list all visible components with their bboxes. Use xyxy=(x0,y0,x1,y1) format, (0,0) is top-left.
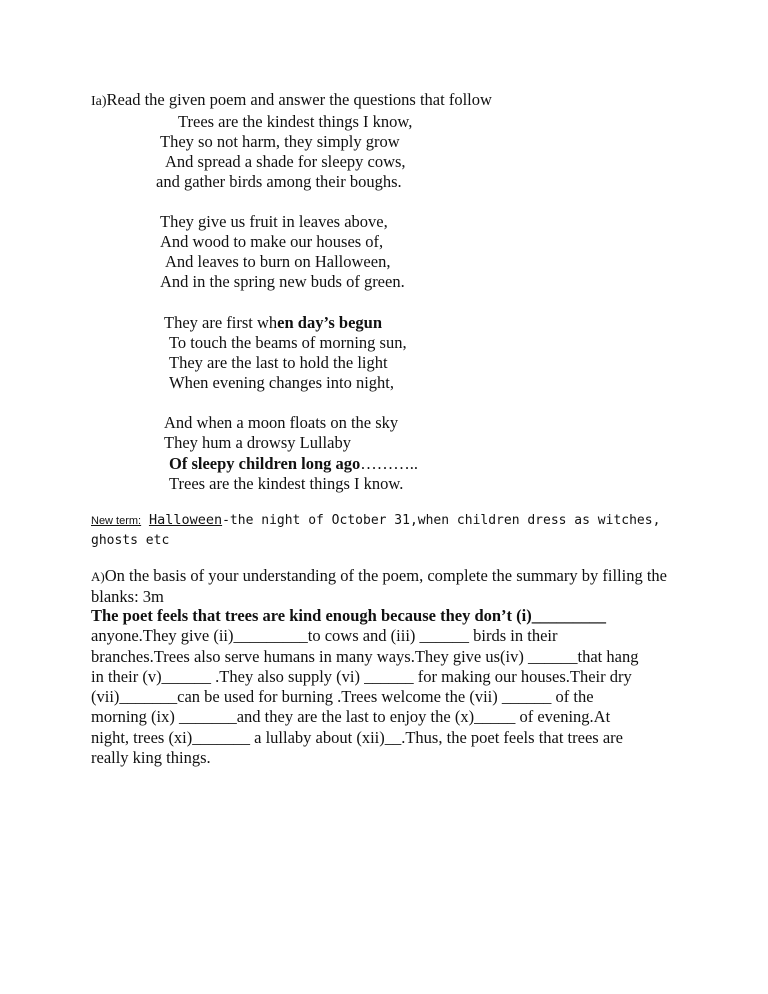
question-text: On the basis of your understanding of the poem, complete the summary by filling the blanks: 3m xyxy=(91,566,667,607)
poem-line-bold-end: en day’s begun xyxy=(277,313,383,332)
poem-line: And spread a shade for sleepy cows, xyxy=(165,152,406,171)
new-term-word: Halloween xyxy=(148,512,223,528)
new-term-label: New term: xyxy=(91,515,142,527)
poem-line: They so not harm, they simply grow xyxy=(160,132,400,151)
new-term-note xyxy=(91,511,691,550)
poem-line: And wood to make our houses of, xyxy=(160,232,384,251)
summary-paragraph xyxy=(91,606,691,768)
poem-line: They give us fruit in leaves above, xyxy=(160,212,388,231)
poem-line: When evening changes into night, xyxy=(169,373,394,392)
poem-line xyxy=(164,313,382,333)
poem-line: And leaves to burn on Halloween, xyxy=(165,252,391,271)
poem-line: and gather birds among their boughs. xyxy=(156,172,402,191)
poem-line: To touch the beams of morning sun, xyxy=(169,333,407,352)
summary-line: in their (v)______ .They also supply (vi) ______ for making our houses.Their dry xyxy=(91,666,632,686)
poem-line-bold: Of sleepy children long ago xyxy=(169,454,361,473)
question-a xyxy=(91,566,691,608)
summary-line: anyone.They give (ii)_________to cows and (iii) ______ birds in their xyxy=(91,626,558,646)
poem-line-start: They are first wh xyxy=(164,313,278,332)
summary-line: branches.Trees also serve humans in many ways.They give us(iv) ______that hang xyxy=(91,646,639,666)
poem-line: Trees are the kindest things I know. xyxy=(169,474,404,493)
poem-line: They are the last to hold the light xyxy=(169,353,388,372)
poem-line: And in the spring new buds of green. xyxy=(160,272,405,291)
summary-line: night, trees (xi)_______ a lullaby about (xii)__.Thus, the poet feels that trees are xyxy=(91,727,623,747)
summary-line: The poet feels that trees are kind enough because they don’t (i)_________ xyxy=(91,606,606,625)
section-heading xyxy=(91,90,492,112)
section-number: Ia) xyxy=(91,94,107,109)
poem-line: They hum a drowsy Lullaby xyxy=(164,433,351,452)
new-term-definition: -the night of October 31,when children dress as witches, ghosts etc xyxy=(91,513,661,548)
question-number: A) xyxy=(91,569,105,584)
section-instruction: Read the given poem and answer the questions that follow xyxy=(106,90,492,109)
summary-line: (vii)_______can be used for burning .Trees welcome the (vii) ______ of the xyxy=(91,687,594,707)
poem-line xyxy=(169,454,418,474)
poem-line: And when a moon floats on the sky xyxy=(164,413,399,432)
poem-ellipsis: ……….. xyxy=(360,454,419,473)
poem-line: Trees are the kindest things I know, xyxy=(178,112,413,131)
summary-line: morning (ix) _______and they are the last to enjoy the (x)_____ of evening.At xyxy=(91,707,611,727)
summary-line: really king things. xyxy=(91,748,211,768)
